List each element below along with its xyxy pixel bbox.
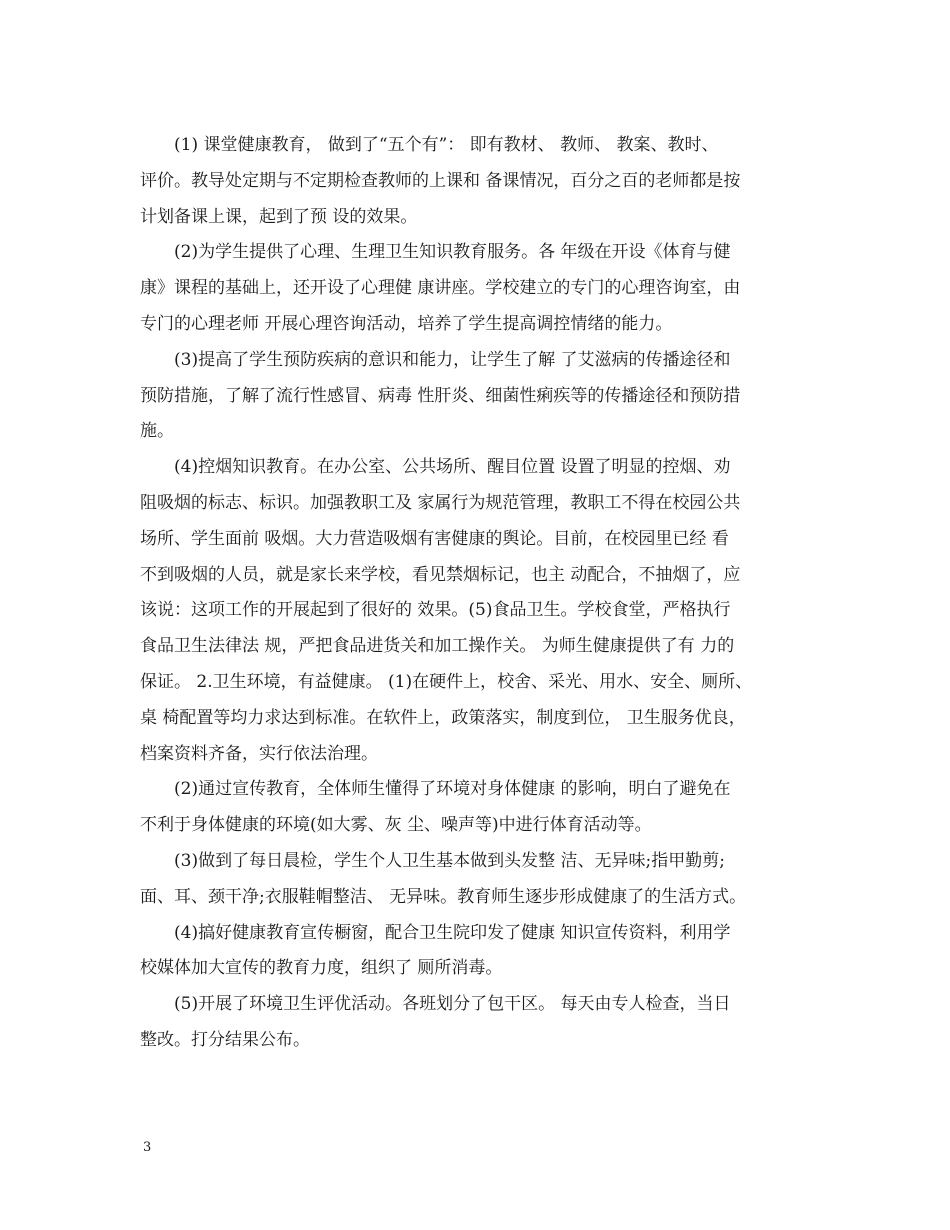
paragraph-4-line-5: 该说：这项工作的开展起到了很好的 效果。(5)食品卫生。学校食堂，严格执行 (140, 600, 731, 621)
paragraph-3-line-3: 施。 (140, 421, 174, 442)
paragraph-3 (140, 343, 820, 379)
paragraph-7 (140, 916, 820, 952)
paragraph-2-line-1: (2)为学生提供了心理、生理卫生知识教育服务。各 年级在开设《体育与健 (174, 242, 731, 263)
paragraph-4-line-1: (4)控烟知识教育。在办公室、公共场所、醒目位置 设置了明显的控烟、劝 (174, 457, 731, 478)
paragraph-4-line-9: 档案资料齐备，实行依法治理。 (140, 743, 378, 764)
paragraph-4-line-6: 食品卫生法律法 规，严把食品进货关和加工操作关。 为师生健康提供了有 力的 (140, 636, 735, 657)
paragraph-5-line-2: 不利于身体健康的环境(如大雾、灰 尘、噪声等)中进行体育活动等。 (140, 815, 652, 836)
paragraph-1-line-1: (1) 课堂健康教育， 做到了“五个有”： 即有教材、 教师、 教案、教时、 (174, 135, 719, 155)
paragraph-5 (140, 772, 820, 808)
paragraph-1-line-2: 评价。教导处定期与不定期检查教师的上课和 备课情况，百分之百的老师都是按 (140, 170, 741, 191)
paragraph-4-line-7: 保证。 2.卫生环境，有益健康。 (1)在硬件上，校舍、采光、用水、安全、厕所、 (140, 671, 753, 692)
paragraph-8-line-2: 整改。打分结果公布。 (140, 1029, 310, 1050)
paragraph-3-line-1: (3)提高了学生预防疾病的意识和能力，让学生了解 了艾滋病的传播途径和 (174, 349, 731, 370)
paragraph-1-line-3: 计划备课上课，起到了预 设的效果。 (140, 206, 418, 227)
paragraph-4-line-4: 不到吸烟的人员，就是家长来学校，看见禁烟标记，也主 动配合，不抽烟了，应 (140, 564, 741, 585)
paragraph-6-line-1: (3)做到了每日晨检，学生个人卫生基本做到头发整 洁、无异味;指甲勤剪; (174, 850, 725, 871)
document-body (140, 128, 820, 1059)
paragraph-4-line-2: 阻吸烟的标志、标识。加强教职工及 家属行为规范管理，教职工不得在校园公共 (140, 492, 741, 513)
paragraph-8-line-1: (5)开展了环境卫生评优活动。各班划分了包干区。 每天由专人检查，当日 (174, 994, 731, 1015)
paragraph-1 (140, 128, 820, 164)
paragraph-8 (140, 987, 820, 1023)
paragraph-3-line-2: 预防措施，了解了流行性感冒、病毒 性肝炎、细菌性痢疾等的传播途径和预防措 (140, 385, 741, 406)
paragraph-7-line-2: 校媒体加大宣传的教育力度，组织了 厕所消毒。 (140, 958, 503, 979)
paragraph-6-line-2: 面、耳、颈干净;衣服鞋帽整洁、 无异味。教育师生逐步形成健康了的生活方式。 (140, 886, 747, 907)
paragraph-2-line-2: 康》课程的基础上，还开设了心理健 康讲座。学校建立的专门的心理咨询室，由 (140, 278, 741, 299)
paragraph-6 (140, 844, 820, 880)
paragraph-2 (140, 235, 820, 271)
paragraph-5-line-1: (2)通过宣传教育，全体师生懂得了环境对身体健康 的影响，明白了避免在 (174, 779, 731, 800)
paragraph-4 (140, 450, 820, 486)
paragraph-4-line-8: 桌 椅配置等均力求达到标准。在软件上，政策落实，制度到位， 卫生服务优良， (140, 707, 746, 728)
paragraph-2-line-3: 专门的心理老师 开展心理咨询活动，培养了学生提高调控情绪的能力。 (140, 313, 673, 334)
paragraph-4-line-3: 场所、学生面前 吸烟。大力营造吸烟有害健康的舆论。目前，在校园里已经 看 (140, 528, 729, 549)
paragraph-7-line-1: (4)搞好健康教育宣传橱窗，配合卫生院印发了健康 知识宣传资料，利用学 (174, 922, 731, 943)
page-number: 3 (143, 1140, 152, 1155)
